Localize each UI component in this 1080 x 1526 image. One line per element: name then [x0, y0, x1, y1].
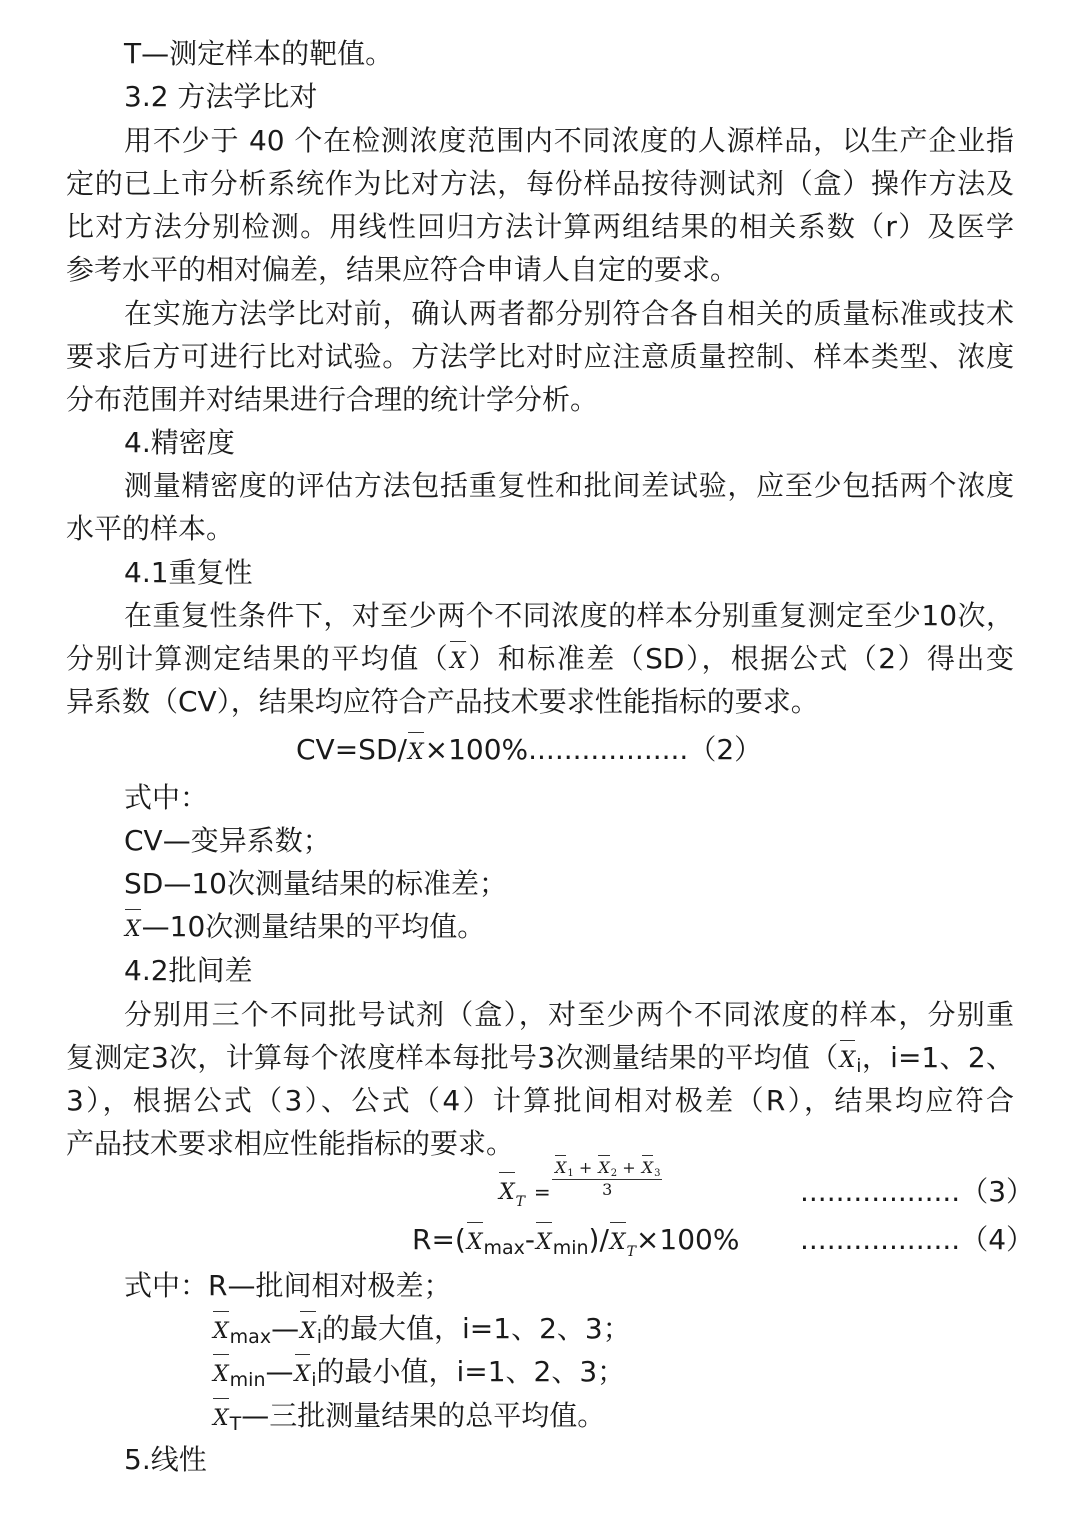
paragraph-line: 比对方法分别检测。用线性回归方法计算两组结果的相关系数（r）及医学	[66, 210, 1014, 243]
x-bar-symbol: X	[212, 1314, 230, 1350]
paragraph-line: 在实施方法学比对前，确认两者都分别符合各自相关的质量标准或技术	[124, 297, 1014, 330]
formula-4: $R=(X_{max}-X_{min})/X_T\times 100\%$	[412, 1223, 740, 1260]
section-heading-4-2: 4.2批间差	[124, 954, 253, 987]
section-heading-4: 4.精密度	[124, 426, 235, 459]
formula-2: CV=SD/X×100%..................（2）	[296, 732, 762, 772]
formula-3-fraction	[552, 1158, 662, 1199]
section-heading-4-1: 4.1重复性	[124, 556, 253, 589]
paragraph-line: 用不少于 40 个在检测浓度范围内不同浓度的人源样品，以生产企业指	[124, 124, 1014, 157]
x-bar-symbol: X	[407, 735, 425, 771]
legend-item: CV—变异系数；	[124, 824, 331, 857]
paragraph-line: 测量精密度的评估方法包括重复性和批间差试验，应至少包括两个浓度	[124, 469, 1014, 502]
section-heading-5: 5.线性	[124, 1443, 207, 1476]
formula-legend-title: 式中：	[124, 781, 209, 814]
legend-item: X—10次测量结果的平均值。	[124, 909, 485, 949]
formula-legend: 式中：R—批间相对极差；	[124, 1269, 452, 1302]
paragraph-line: 3），根据公式（3）、公式（4）计算批间相对极差（R），结果均应符合	[66, 1084, 1014, 1117]
paragraph-line: 复测定3次，计算每个浓度样本每批号3次测量结果的平均值（$X_i$，i=1、2、	[66, 1041, 1014, 1077]
fraction-denominator: 3	[602, 1180, 613, 1199]
paragraph-line: 参考水平的相对偏差，结果应符合申请人自定的要求。	[66, 253, 739, 286]
paragraph-line: 产品技术要求相应性能指标的要求。	[66, 1127, 515, 1160]
section-heading-3-2: 3.2 方法学比对	[124, 80, 318, 113]
formula-3-lhs: $X_T$ =	[498, 1172, 551, 1212]
x-bar-symbol: X	[466, 1225, 484, 1261]
x-bar-symbol: X	[294, 1357, 312, 1393]
paragraph-line: 分别用三个不同批号试剂（盒），对至少两个不同浓度的样本，分别重	[124, 998, 1014, 1031]
legend-item: $X_{min}—X_i$的最小值，i=1、2、3；	[213, 1355, 626, 1391]
paragraph-line: 定的已上市分析系统作为比对方法，每份样品按待测试剂（盒）操作方法及	[66, 167, 1014, 200]
x-bar-symbol: X	[299, 1314, 317, 1350]
legend-item: SD—10次测量结果的标准差；	[124, 867, 507, 900]
legend-item: $X_T—$三批测量结果的总平均值。	[213, 1399, 606, 1435]
x-bar-symbol: X	[535, 1225, 553, 1261]
fraction-numerator: X1 + X2 + X3	[552, 1158, 662, 1180]
x-bar-symbol: X	[449, 644, 467, 680]
paragraph-line: 分别计算测定结果的平均值（X）和标准差（SD），根据公式（2）得出变	[66, 641, 1014, 681]
paragraph-line: 在重复性条件下，对至少两个不同浓度的样本分别重复测定至少10次，	[124, 599, 1014, 632]
x-bar-symbol: X	[609, 1225, 627, 1261]
paragraph-line: 要求后方可进行比对试验。方法学比对时应注意质量控制、样本类型、浓度	[66, 340, 1014, 373]
paragraph-line: 分布范围并对结果进行合理的统计学分析。	[66, 383, 599, 416]
paragraph-line: 水平的样本。	[66, 512, 235, 545]
x-bar-symbol: X	[212, 1401, 230, 1437]
text-line: T—测定样本的靶值。	[124, 37, 394, 70]
x-bar-symbol: X	[124, 912, 142, 948]
x-bar-symbol: X	[498, 1175, 516, 1211]
paragraph-line: 异系数（CV），结果均应符合产品技术要求性能指标的要求。	[66, 685, 819, 718]
formula-4-number: ..................（4）	[800, 1223, 1035, 1256]
legend-item: $X_{max}—X_i$的最大值，i=1、2、3；	[213, 1312, 631, 1348]
formula-3-number: ..................（3）	[800, 1175, 1035, 1208]
x-bar-symbol: X	[212, 1357, 230, 1393]
x-bar-symbol: X	[839, 1043, 857, 1079]
